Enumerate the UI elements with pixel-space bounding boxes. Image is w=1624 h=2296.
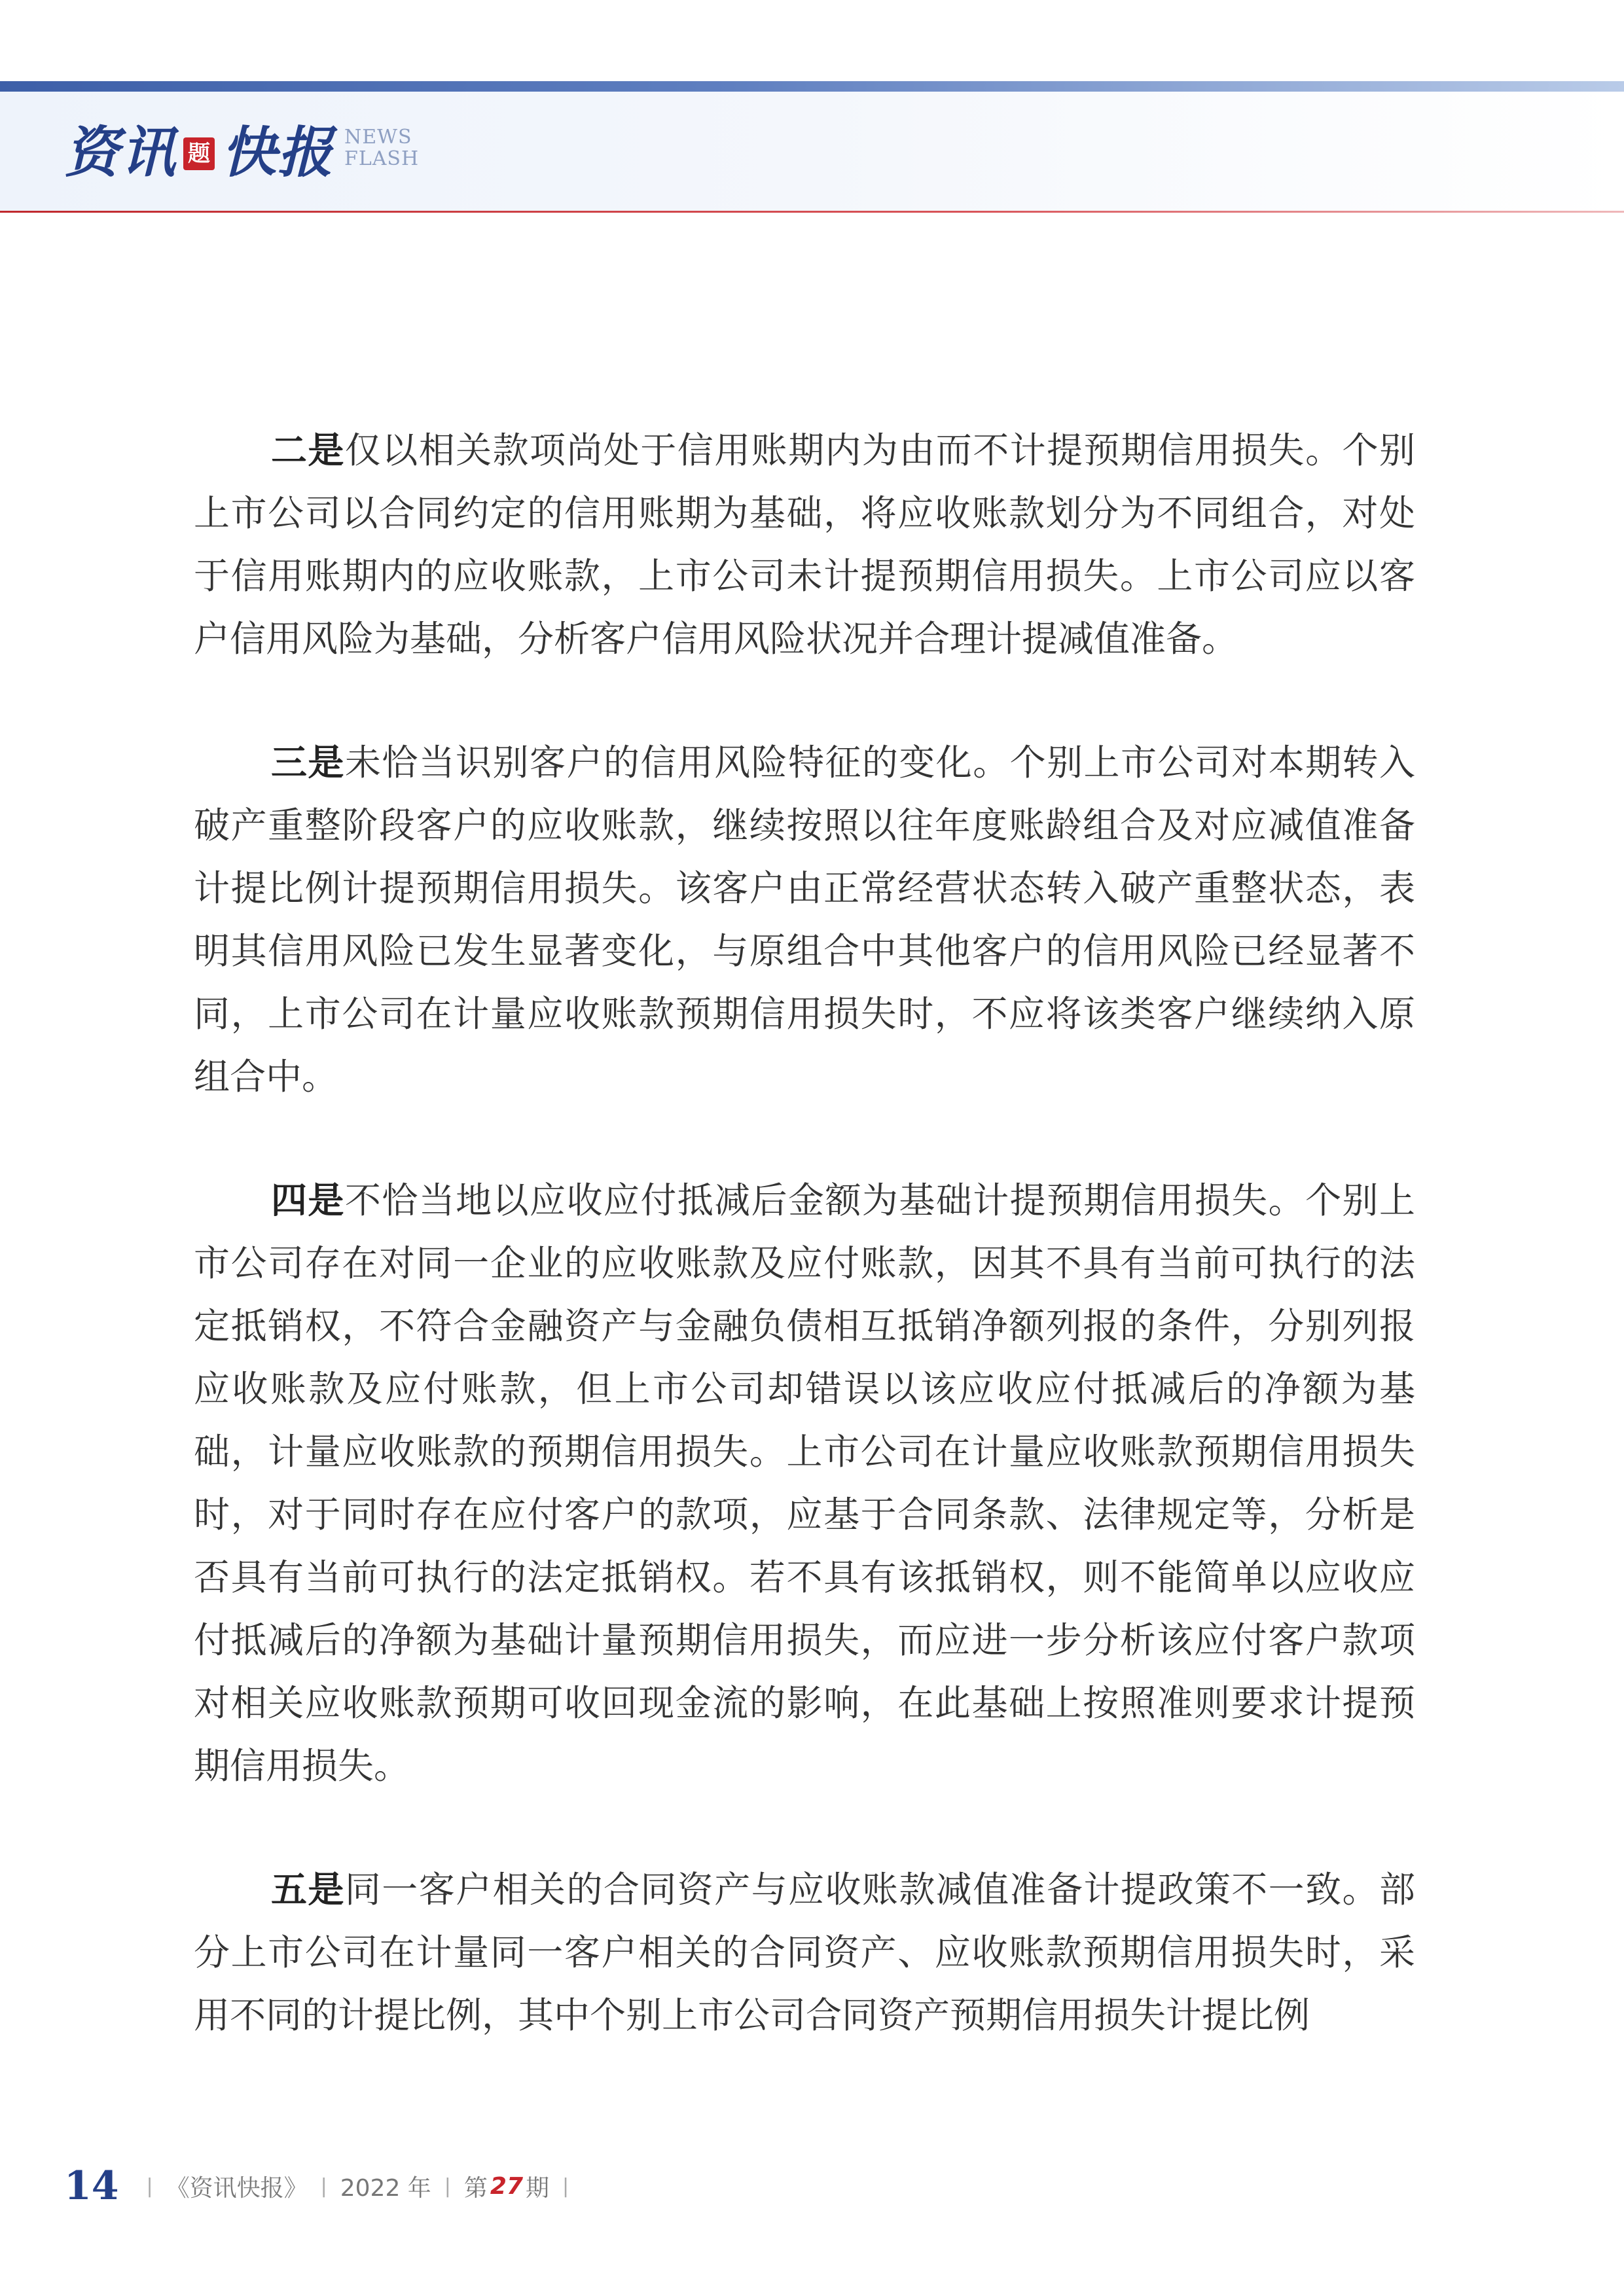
paragraph-text: 仅以相关款项尚处于信用账期内为由而不计提预期信用损失。个别上市公司以合同约定的信用账期为基础，将应收账款划分为不同组合，对处于信用账期内的应收账款，上市公司未计提预期信用损失。上市公司应以客户信用风险为基础，分析客户信用风险状况并合理计提减值准备。: [194, 429, 1415, 660]
header-divider: [0, 211, 1624, 213]
paragraph-lead: 三是: [271, 742, 345, 783]
footer-issue-prefix: 第: [463, 2174, 488, 2202]
logo-text-left: 资讯: [64, 119, 177, 185]
paragraph-4: [194, 1169, 1415, 1797]
article-body: [194, 419, 1415, 2108]
publication-logo: [64, 115, 420, 185]
paragraph-text: 不恰当地以应收应付抵减后金额为基础计提预期信用损失。个别上市公司存在对同一企业的应收账款及应付账款，因其不具有当前可执行的法定抵销权，不符合金融资产与金融负债相互抵销净额列报的条件，分别列报应收账款及应付账款，但上市公司却错误以该应收应付抵减后的净额为基础，计量应收账款的预期信用损失。上市公司在计量应收账款预期信用损失时，对于同时存在应付客户的款项，应基于合同条款、法律规定等，分析是否具有当前可执行的法定抵销权。若不具有该抵销权，则不能简单以应收应付抵减后的净额为基础计量预期信用损失，而应进一步分析该应付客户款项对相关应收账款预期可收回现金流的影响，在此基础上按照准则要求计提预期信用损失。: [194, 1179, 1415, 1787]
logo-text-right: 快报: [221, 119, 334, 185]
footer-year: 2022 年: [340, 2174, 431, 2202]
paragraph-5: [194, 1858, 1415, 2047]
paragraph-text: 未恰当识别客户的信用风险特征的变化。个别上市公司对本期转入破产重整阶段客户的应收账款，继续按照以往年度账龄组合及对应减值准备计提比例计提预期信用损失。该客户由正常经营状态转入破产重整状态，表明其信用风险已发生显著变化，与原组合中其他客户的信用风险已经显著不同，上市公司在计量应收账款预期信用损失时，不应将该类客户继续纳入原组合中。: [194, 742, 1415, 1098]
footer-separator: |: [146, 2174, 153, 2198]
paragraph-lead: 二是: [271, 429, 345, 471]
paragraph-2: [194, 419, 1415, 670]
paragraph-text: 同一客户相关的合同资产与应收账款减值准备计提政策不一致。部分上市公司在计量同一客户相关的合同资产、应收账款预期信用损失时，采用不同的计提比例，其中个别上市公司合同资产预期信用损失计提比例: [194, 1869, 1415, 2036]
footer-issue-suffix: 期: [526, 2174, 550, 2202]
paragraph-lead: 五是: [271, 1869, 345, 1910]
page-footer: [64, 2160, 582, 2212]
logo-seal-icon: [183, 137, 215, 170]
footer-publication: 《资讯快报》: [166, 2174, 308, 2202]
header-top-bar: [0, 81, 1624, 92]
logo-english-line1: NEWS: [344, 126, 412, 149]
paragraph-3: [194, 731, 1415, 1108]
page-number: 14: [64, 2163, 119, 2209]
logo-seal-text: 题: [188, 141, 211, 167]
paragraph-lead: 四是: [271, 1179, 345, 1221]
logo-english: [344, 126, 419, 170]
footer-separator: |: [562, 2174, 569, 2198]
footer-separator: |: [320, 2174, 327, 2198]
logo-english-line2: FLASH: [344, 147, 420, 170]
footer-separator: |: [444, 2174, 451, 2198]
footer-issue-number: 27: [490, 2172, 524, 2200]
